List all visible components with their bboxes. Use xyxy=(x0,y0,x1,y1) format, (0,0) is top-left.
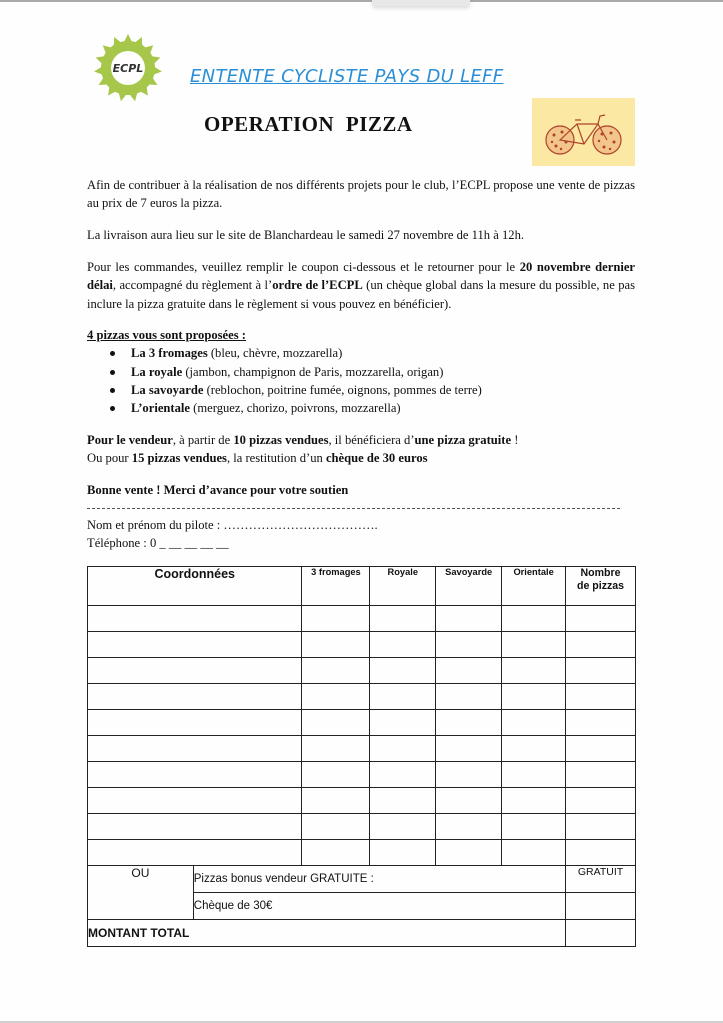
ou-label: OU xyxy=(88,866,194,920)
coord-cell[interactable] xyxy=(88,710,302,736)
qty-cell[interactable] xyxy=(502,658,566,684)
qty-cell[interactable] xyxy=(302,632,370,658)
qty-cell[interactable] xyxy=(302,658,370,684)
qty-cell[interactable] xyxy=(436,632,502,658)
viewer-top-border xyxy=(0,0,723,2)
deadline-text: 20 novembre dernier délai xyxy=(87,260,635,293)
total-cell[interactable] xyxy=(566,736,636,762)
qty-cell[interactable] xyxy=(436,840,502,866)
vendor-text: une pizza gratuite xyxy=(414,433,512,447)
order-text: (un chèque global dans la mesure du possible, ne pas inclure la pizza gratuite dans le règlement si vous pouvez en bénéficier). xyxy=(87,278,635,311)
vendor-text: , il bénéficiera d’ xyxy=(328,433,415,447)
total-cell[interactable] xyxy=(566,606,636,632)
qty-cell[interactable] xyxy=(436,606,502,632)
cut-line-divider xyxy=(87,508,620,509)
vendor-text: 10 pizzas vendues xyxy=(233,433,329,447)
table-row xyxy=(88,788,636,814)
pizza-item xyxy=(131,344,635,362)
qty-cell[interactable] xyxy=(502,736,566,762)
vendor-reward-section xyxy=(87,431,635,468)
intro-paragraph: Afin de contribuer à la réalisation de nos différents projets pour le club, l’ECPL propose une vente de pizzas au prix de 7 euros la pizza. xyxy=(87,178,635,211)
cheque-value-cell[interactable] xyxy=(566,893,636,920)
pizza-name: La royale xyxy=(131,364,183,379)
qty-cell[interactable] xyxy=(302,762,370,788)
coord-cell[interactable] xyxy=(88,736,302,762)
qty-cell[interactable] xyxy=(370,762,436,788)
qty-cell[interactable] xyxy=(436,736,502,762)
qty-cell[interactable] xyxy=(370,840,436,866)
vendor-text: , la restitution d’un xyxy=(226,451,326,466)
qty-cell[interactable] xyxy=(302,606,370,632)
page-title: OPERATION PIZZA xyxy=(204,112,413,136)
vendor-text: 15 pizzas vendues xyxy=(131,451,227,466)
total-cell[interactable] xyxy=(566,632,636,658)
coupon-fields xyxy=(87,516,635,553)
qty-cell[interactable] xyxy=(302,710,370,736)
table-row xyxy=(88,658,636,684)
qty-cell[interactable] xyxy=(370,736,436,762)
header-line: de pizzas xyxy=(576,580,625,592)
club-name-link[interactable]: ENTENTE CYCLISTE PAYS DU LEFF xyxy=(190,66,504,87)
qty-cell[interactable] xyxy=(370,658,436,684)
qty-cell[interactable] xyxy=(436,710,502,736)
cheque-label: Chèque de 30€ xyxy=(193,893,565,920)
qty-cell[interactable] xyxy=(436,762,502,788)
vendor-text: ! xyxy=(511,433,519,447)
table-row xyxy=(88,736,636,762)
table-row xyxy=(88,606,636,632)
ecpl-logo-icon xyxy=(92,32,164,104)
table-row xyxy=(88,840,636,866)
bonus-pizza-value: GRATUIT xyxy=(566,866,636,893)
viewer-share-tab[interactable] xyxy=(372,0,470,6)
table-row xyxy=(88,632,636,658)
pilot-name-field[interactable]: Nom et prénom du pilote : ………………………………. xyxy=(87,518,378,532)
order-text: , accompagné du règlement à l’ xyxy=(112,278,273,293)
vendor-reward-line-1 xyxy=(87,431,635,449)
coord-cell[interactable] xyxy=(88,658,302,684)
table-row xyxy=(88,814,636,840)
coord-cell[interactable] xyxy=(88,762,302,788)
col-header-3-fromages: 3 fromages xyxy=(302,567,370,606)
qty-cell[interactable] xyxy=(502,632,566,658)
coord-cell[interactable] xyxy=(88,684,302,710)
col-header-coordonnees: Coordonnées xyxy=(88,567,302,606)
pizza-item xyxy=(131,399,635,417)
header-line: Nombre xyxy=(580,567,621,579)
table-row xyxy=(88,710,636,736)
table-header-row xyxy=(88,567,636,606)
pizza-ingredients: (reblochon, poitrine fumée, oignons, pommes de terre) xyxy=(203,382,482,397)
coord-cell[interactable] xyxy=(88,606,302,632)
coord-cell[interactable] xyxy=(88,814,302,840)
qty-cell[interactable] xyxy=(502,788,566,814)
table-row xyxy=(88,762,636,788)
phone-field[interactable]: Téléphone : 0 _ __ __ __ __ xyxy=(87,536,229,551)
pizza-list xyxy=(87,344,635,417)
qty-cell[interactable] xyxy=(502,814,566,840)
vendor-text: chèque de 30 euros xyxy=(325,451,428,466)
coord-cell[interactable] xyxy=(88,632,302,658)
qty-cell[interactable] xyxy=(302,814,370,840)
pizza-ingredients: (bleu, chèvre, mozzarella) xyxy=(207,346,343,361)
pizza-name: La savoyarde xyxy=(131,382,204,397)
total-amount-cell[interactable] xyxy=(566,920,636,947)
delivery-paragraph: La livraison aura lieu sur le site de Blanchardeau le samedi 27 novembre de 11h à 12h. xyxy=(87,228,525,242)
qty-cell[interactable] xyxy=(502,606,566,632)
coord-cell[interactable] xyxy=(88,788,302,814)
vendor-reward-line-2 xyxy=(87,449,635,467)
qty-cell[interactable] xyxy=(370,814,436,840)
total-cell[interactable] xyxy=(566,840,636,866)
pizza-ingredients: (merguez, chorizo, poivrons, mozzarella) xyxy=(190,401,401,416)
total-row xyxy=(88,920,636,947)
total-cell[interactable] xyxy=(566,710,636,736)
pizza-list-heading: 4 pizzas vous sont proposées : xyxy=(87,328,246,342)
total-cell[interactable] xyxy=(566,788,636,814)
table-row xyxy=(88,684,636,710)
pizza-item xyxy=(131,363,635,381)
qty-cell[interactable] xyxy=(502,840,566,866)
col-header-savoyarde: Savoyarde xyxy=(436,567,502,606)
pizza-bicycle-image xyxy=(532,98,635,166)
pizza-ingredients: (jambon, champignon de Paris, mozzarella, origan) xyxy=(182,364,444,379)
total-cell[interactable] xyxy=(566,658,636,684)
order-instructions-paragraph xyxy=(87,258,635,313)
vendor-text: Pour le vendeur xyxy=(87,433,173,447)
pizza-item xyxy=(131,381,635,399)
qty-cell[interactable] xyxy=(302,684,370,710)
qty-cell[interactable] xyxy=(370,788,436,814)
bonus-row xyxy=(88,866,636,893)
col-header-orientale: Orientale xyxy=(502,567,566,606)
qty-cell[interactable] xyxy=(302,736,370,762)
total-amount-label: MONTANT TOTAL xyxy=(88,920,566,947)
qty-cell[interactable] xyxy=(302,788,370,814)
qty-cell[interactable] xyxy=(302,840,370,866)
qty-cell[interactable] xyxy=(436,788,502,814)
qty-cell[interactable] xyxy=(502,762,566,788)
pizza-section xyxy=(87,326,635,417)
qty-cell[interactable] xyxy=(370,632,436,658)
qty-cell[interactable] xyxy=(370,710,436,736)
order-text: Pour les commandes, veuillez remplir le coupon ci-dessous et le retourner pour le xyxy=(87,260,520,274)
coord-cell[interactable] xyxy=(88,840,302,866)
vendor-text: Ou pour xyxy=(87,451,132,466)
qty-cell[interactable] xyxy=(436,658,502,684)
vendor-text: , à partir de xyxy=(172,433,234,447)
col-header-royale: Royale xyxy=(370,567,436,606)
svg-text:ECPL: ECPL xyxy=(112,62,144,75)
col-header-nombre-pizzas xyxy=(566,567,636,606)
qty-cell[interactable] xyxy=(502,684,566,710)
pizza-name: La 3 fromages xyxy=(131,346,208,361)
bonus-pizza-label: Pizzas bonus vendeur GRATUITE : xyxy=(193,866,565,893)
pizza-name: L’orientale xyxy=(131,401,190,416)
total-cell[interactable] xyxy=(566,762,636,788)
qty-cell[interactable] xyxy=(370,684,436,710)
qty-cell[interactable] xyxy=(370,606,436,632)
total-cell[interactable] xyxy=(566,814,636,840)
qty-cell[interactable] xyxy=(436,684,502,710)
order-table xyxy=(87,566,636,947)
qty-cell[interactable] xyxy=(436,814,502,840)
closing-text: Bonne vente ! Merci d’avance pour votre soutien xyxy=(87,483,349,497)
total-cell[interactable] xyxy=(566,684,636,710)
payee-text: ordre de l’ECPL xyxy=(272,278,363,293)
qty-cell[interactable] xyxy=(502,710,566,736)
